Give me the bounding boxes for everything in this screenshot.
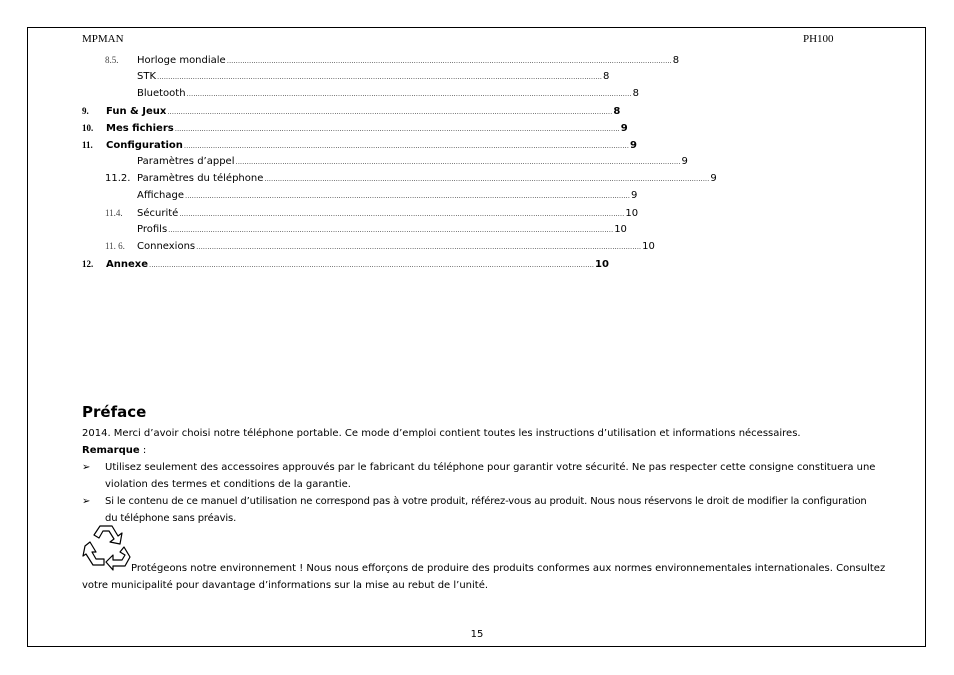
- bullet-line: du téléphone sans préavis.: [105, 513, 237, 524]
- toc-label: Paramètres du téléphone: [137, 173, 264, 184]
- bullet-line: Si le contenu de ce manuel d’utilisation ne correspond pas à votre produit, référez-vous au produit. Nous nous réservons le droit de modifier la configuration: [105, 496, 867, 507]
- toc-entry: [105, 207, 639, 221]
- bullet-symbol: ➢: [82, 462, 91, 473]
- toc-entry: [137, 223, 627, 237]
- toc-leader: ........................................................................................................................................................................................................: [264, 175, 710, 183]
- toc-label: Configuration: [106, 140, 183, 151]
- toc-number: 9.: [82, 106, 89, 116]
- toc-leader: ........................................................................................................................................................................................................: [186, 90, 632, 98]
- toc-number: 11.: [82, 140, 93, 150]
- page-number: 15: [470, 629, 484, 640]
- bullet-symbol: ➢: [82, 496, 91, 507]
- header-brand: MPMAN: [82, 33, 124, 45]
- toc-leader: ........................................................................................................................................................................................................: [168, 226, 614, 234]
- toc-label: Paramètres d’appel: [137, 156, 235, 167]
- toc-leader: ........................................................................................................................................................................................................: [196, 243, 642, 251]
- preface-title: Préface: [82, 403, 147, 421]
- remark-label: Remarque: [82, 445, 140, 456]
- recycle-icon: [82, 522, 132, 570]
- toc-number: 12.: [82, 259, 94, 269]
- toc-label: Bluetooth: [137, 88, 186, 99]
- toc-entry: [82, 122, 628, 136]
- environment-line: Protégeons notre environnement ! Nous nous efforçons de produire des produits conformes aux normes environnementales internationales. Consultez: [131, 563, 886, 574]
- toc-leader: ........................................................................................................................................................................................................: [235, 158, 681, 166]
- bullet-line: Utilisez seulement des accessoires approuvés par le fabricant du téléphone pour garantir votre sécurité. Ne pas respecter cette consigne constituera une: [105, 462, 876, 473]
- toc-page: 8: [672, 55, 680, 66]
- toc-page: 8: [603, 71, 610, 82]
- bullet-item: [105, 459, 880, 493]
- toc-page: 10: [614, 224, 627, 235]
- toc-page: 10: [625, 208, 639, 219]
- toc-page: 10: [642, 241, 655, 252]
- toc-label: Affichage: [137, 190, 184, 201]
- remark-suffix: :: [139, 445, 147, 456]
- toc-number: 11.2.: [105, 173, 131, 184]
- remark-line: [82, 442, 146, 459]
- toc-label: Sécurité: [137, 208, 179, 219]
- toc-page: 9: [681, 156, 688, 167]
- toc-leader: ........................................................................................................................................................................................................: [167, 108, 613, 116]
- toc-entry: [82, 105, 621, 119]
- toc-entry: [82, 258, 609, 272]
- toc-entry: [105, 54, 680, 68]
- toc-leader: ........................................................................................................................................................................................................: [157, 73, 603, 81]
- toc-label: Annexe: [106, 259, 148, 270]
- toc-label: STK: [137, 71, 157, 82]
- toc-entry: [82, 139, 637, 153]
- toc-entry: [137, 87, 639, 101]
- toc-leader: ........................................................................................................................................................................................................: [179, 210, 625, 218]
- toc-leader: ........................................................................................................................................................................................................: [226, 57, 672, 65]
- toc-page: 9: [620, 123, 628, 134]
- bullet-item: [105, 493, 880, 527]
- toc-entry: [137, 155, 688, 169]
- toc-entry: [105, 240, 655, 254]
- preface-intro: 2014. Merci d’avoir choisi notre téléphone portable. Ce mode d’emploi contient toutes les instructions d’utilisation et informations nécessaires.: [82, 428, 801, 439]
- toc-label: Connexions: [137, 241, 196, 252]
- toc-number: 11.4.: [105, 208, 123, 218]
- page-frame: [27, 27, 926, 647]
- toc-label: Mes fichiers: [106, 123, 174, 134]
- toc-label: Fun & Jeux: [106, 106, 167, 117]
- toc-number: 10.: [82, 123, 94, 133]
- toc-entry: [137, 70, 610, 84]
- toc-entry: [105, 172, 717, 186]
- header-model: PH100: [803, 33, 834, 45]
- toc-leader: ........................................................................................................................................................................................................: [149, 261, 595, 269]
- toc-label: Horloge mondiale: [137, 55, 226, 66]
- toc-entry: [137, 189, 638, 203]
- toc-page: 9: [631, 190, 638, 201]
- toc-page: 9: [629, 140, 637, 151]
- environment-line: votre municipalité pour davantage d’informations sur la mise au rebut de l’unité.: [82, 580, 489, 591]
- toc-number: 11. 6.: [105, 241, 125, 251]
- toc-leader: ........................................................................................................................................................................................................: [174, 125, 620, 133]
- toc-number: 8.5.: [105, 55, 119, 65]
- toc-page: 9: [710, 173, 717, 184]
- toc-leader: ........................................................................................................................................................................................................: [184, 192, 631, 200]
- bullet-line: violation des termes et conditions de la garantie.: [105, 479, 351, 490]
- toc-label: Profils: [137, 224, 168, 235]
- toc-page: 8: [613, 106, 621, 117]
- toc-page: 8: [632, 88, 639, 99]
- toc-leader: ........................................................................................................................................................................................................: [183, 142, 629, 150]
- toc-page: 10: [595, 259, 609, 270]
